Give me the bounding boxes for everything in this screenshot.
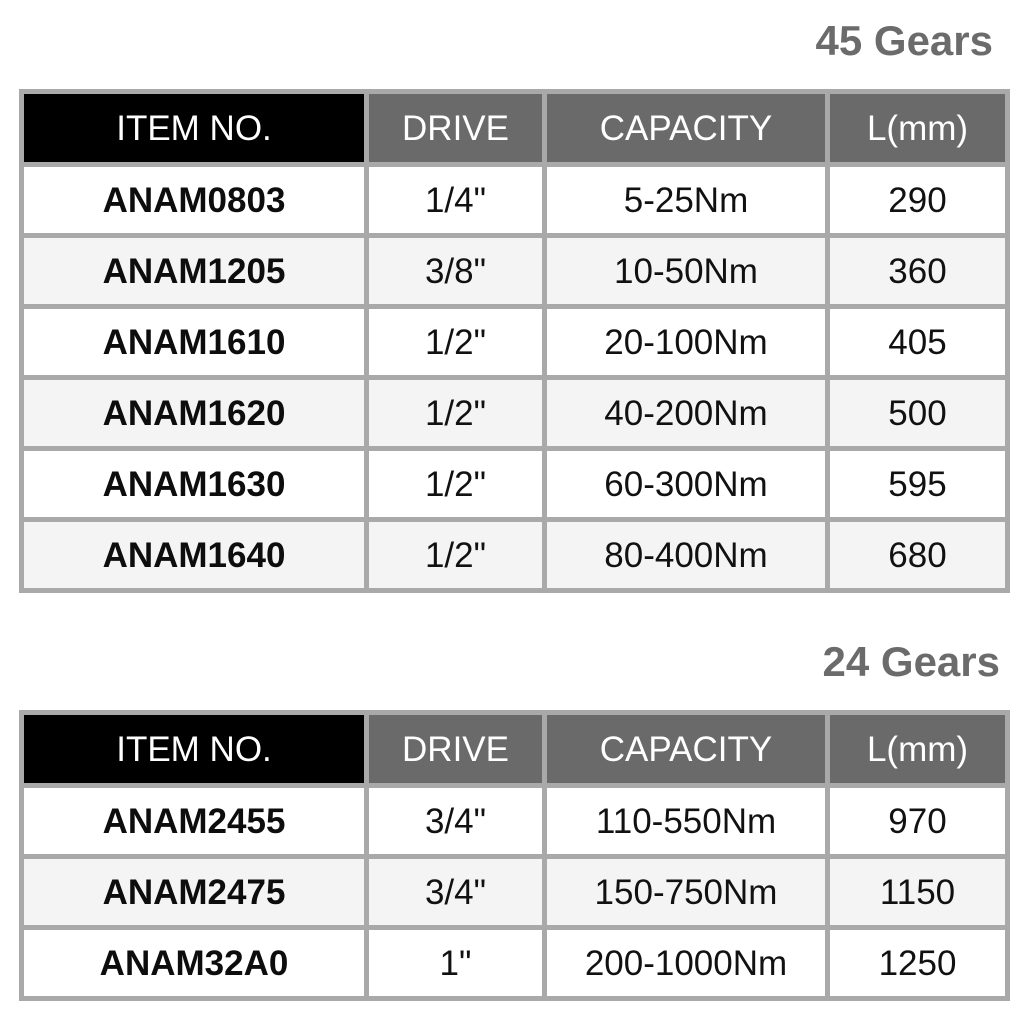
item-no-cell: ANAM1630 (22, 449, 367, 520)
table-row (22, 165, 1008, 236)
capacity-cell: 150-750Nm (545, 857, 828, 928)
section-title-45-gears: 45 Gears (815, 17, 993, 64)
header-item-no: ITEM NO. (22, 713, 367, 786)
drive-cell: 1/2" (367, 520, 545, 591)
table-row (22, 786, 1008, 857)
table-header-row (22, 92, 1008, 165)
header-length: L(mm) (828, 713, 1008, 786)
item-no-cell: ANAM32A0 (22, 928, 367, 999)
header-capacity: CAPACITY (545, 713, 828, 786)
capacity-cell: 200-1000Nm (545, 928, 828, 999)
table-row (22, 449, 1008, 520)
header-item-no: ITEM NO. (22, 92, 367, 165)
drive-cell: 3/4" (367, 857, 545, 928)
header-length: L(mm) (828, 92, 1008, 165)
length-cell: 680 (828, 520, 1008, 591)
capacity-cell: 80-400Nm (545, 520, 828, 591)
spec-table-24-gears (19, 710, 1010, 1001)
length-cell: 970 (828, 786, 1008, 857)
spec-table-45-gears (19, 89, 1010, 593)
capacity-cell: 110-550Nm (545, 786, 828, 857)
drive-cell: 3/4" (367, 786, 545, 857)
table-row (22, 857, 1008, 928)
length-cell: 405 (828, 307, 1008, 378)
table-header-row (22, 713, 1008, 786)
item-no-cell: ANAM1620 (22, 378, 367, 449)
table-row (22, 378, 1008, 449)
capacity-cell: 20-100Nm (545, 307, 828, 378)
section-title-24-gears: 24 Gears (822, 638, 1000, 685)
item-no-cell: ANAM1610 (22, 307, 367, 378)
capacity-cell: 60-300Nm (545, 449, 828, 520)
length-cell: 595 (828, 449, 1008, 520)
table-row (22, 520, 1008, 591)
table-row (22, 236, 1008, 307)
length-cell: 1150 (828, 857, 1008, 928)
drive-cell: 1" (367, 928, 545, 999)
length-cell: 1250 (828, 928, 1008, 999)
table-row (22, 307, 1008, 378)
item-no-cell: ANAM1640 (22, 520, 367, 591)
capacity-cell: 10-50Nm (545, 236, 828, 307)
capacity-cell: 40-200Nm (545, 378, 828, 449)
drive-cell: 1/2" (367, 449, 545, 520)
header-drive: DRIVE (367, 92, 545, 165)
item-no-cell: ANAM2475 (22, 857, 367, 928)
item-no-cell: ANAM0803 (22, 165, 367, 236)
length-cell: 360 (828, 236, 1008, 307)
length-cell: 290 (828, 165, 1008, 236)
drive-cell: 1/2" (367, 378, 545, 449)
item-no-cell: ANAM2455 (22, 786, 367, 857)
header-drive: DRIVE (367, 713, 545, 786)
item-no-cell: ANAM1205 (22, 236, 367, 307)
table-row (22, 928, 1008, 999)
drive-cell: 3/8" (367, 236, 545, 307)
header-capacity: CAPACITY (545, 92, 828, 165)
length-cell: 500 (828, 378, 1008, 449)
drive-cell: 1/4" (367, 165, 545, 236)
capacity-cell: 5-25Nm (545, 165, 828, 236)
drive-cell: 1/2" (367, 307, 545, 378)
